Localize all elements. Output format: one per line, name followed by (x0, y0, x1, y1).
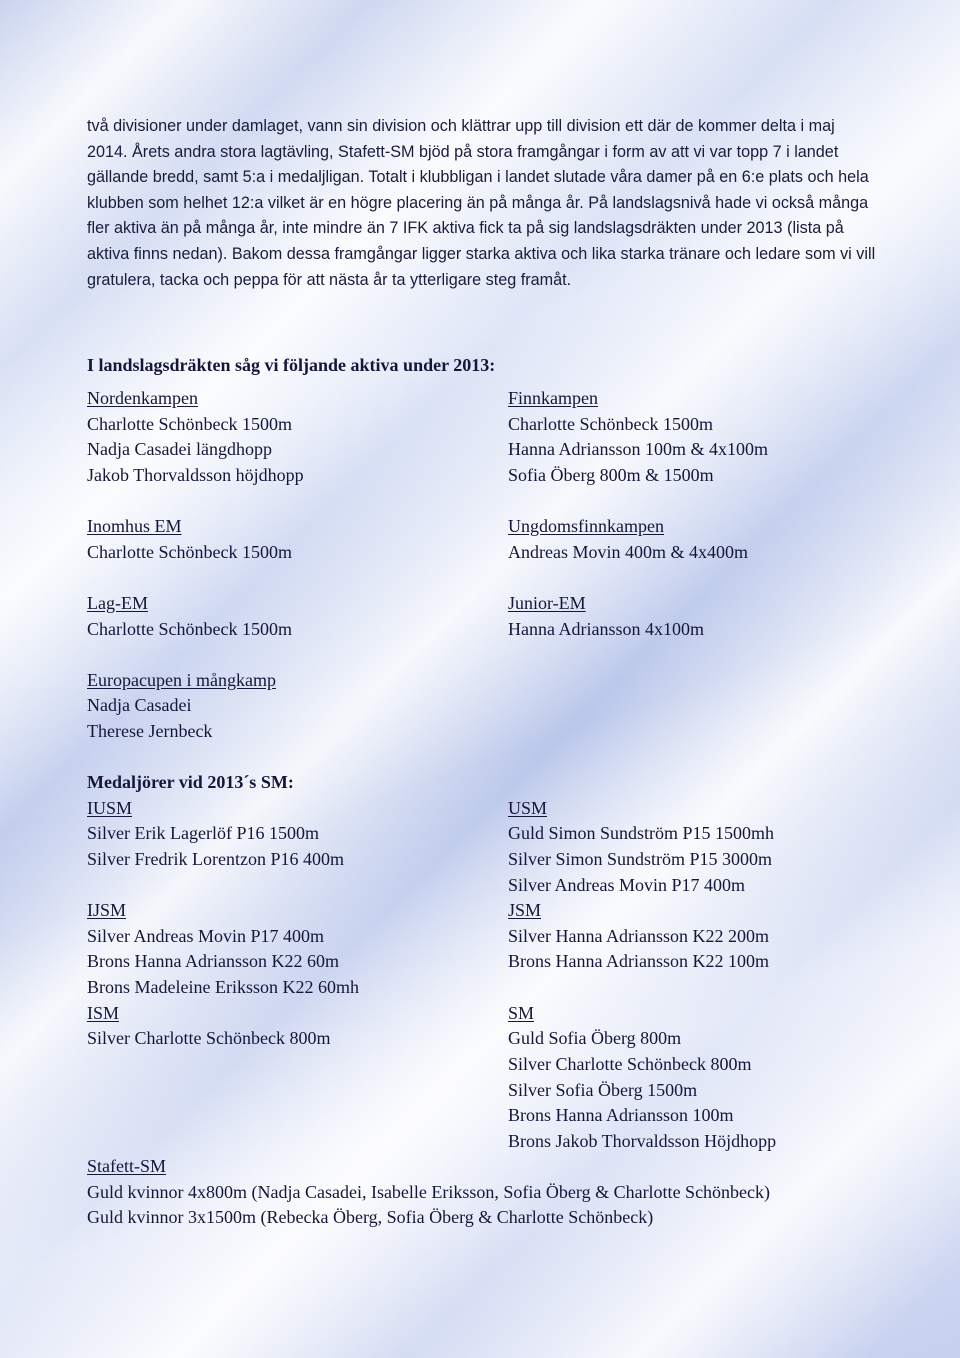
ijsm-title: IJSM (87, 900, 127, 920)
sm-item: Guld Sofia Öberg 800m (508, 1028, 682, 1048)
sm-item: Silver Sofia Öberg 1500m (508, 1080, 698, 1100)
iusm-item: Silver Erik Lagerlöf P16 1500m (87, 823, 319, 843)
europacupen-title: Europacupen i mångkamp (87, 670, 276, 690)
finnkampen-item: Charlotte Schönbeck 1500m (508, 414, 713, 434)
ungdomsfinnkampen-item: Andreas Movin 400m & 4x400m (508, 542, 748, 562)
sm-item: Brons Jakob Thorvaldsson Höjdhopp (508, 1131, 777, 1151)
nordenkampen-item: Charlotte Schönbeck 1500m (87, 414, 292, 434)
lag-em-item: Charlotte Schönbeck 1500m (87, 619, 292, 639)
intro-paragraph: två divisioner under damlaget, vann sin division och klättrar upp till division ett där de kommer delta i maj 2014. Årets andra stora lagtävling, Stafett-SM bjöd på stora framgångar i form av att vi var topp 7 i landet gällande bredd, samt 5:a i medaljligan. Totalt i klubbligan i landet slutade våra damer på en 6:e plats och hela klubben som helhet 12:a vilket är en högre placering än på många år. På landslagsnivå hade vi också många fler aktiva än på många år, inte mindre än 7 IFK aktiva fick ta på sig landslagsdräkten under 2013 (lista på aktiva finns nedan). Bakom dessa framgångar ligger starka aktiva och lika starka tränare och ledare som vi vill gratulera, tacka och peppa för att nästa år ta ytterligare steg framåt. (87, 117, 876, 289)
sm-title: SM (508, 1003, 535, 1023)
ism-title: ISM (87, 1003, 120, 1023)
europacupen-item: Therese Jernbeck (87, 721, 213, 741)
stafett-sm-title: Stafett-SM (87, 1156, 166, 1176)
nordenkampen-item: Nadja Casadei längdhopp (87, 439, 272, 459)
finnkampen-item: Sofia Öberg 800m & 1500m (508, 465, 714, 485)
junior-em-item: Hanna Adriansson 4x100m (508, 619, 704, 639)
europacupen-item: Nadja Casadei (87, 695, 192, 715)
ism-item: Silver Charlotte Schönbeck 800m (87, 1028, 331, 1048)
landslag-heading: I landslagsdräkten såg vi följande aktiva under 2013: (87, 355, 496, 375)
usm-item: Silver Andreas Movin P17 400m (508, 875, 745, 895)
inomhus-em-title: Inomhus EM (87, 516, 182, 536)
ungdomsfinnkampen-title: Ungdomsfinnkampen (508, 516, 664, 536)
medaljorer-heading: Medaljörer vid 2013´s SM: (87, 772, 294, 792)
ijsm-item: Brons Madeleine Eriksson K22 60mh (87, 977, 359, 997)
iusm-item: Silver Fredrik Lorentzon P16 400m (87, 849, 344, 869)
jsm-title: JSM (508, 900, 542, 920)
junior-em-title: Junior-EM (508, 593, 586, 613)
sm-item: Brons Hanna Adriansson 100m (508, 1105, 734, 1125)
usm-title: USM (508, 798, 548, 818)
nordenkampen-title: Nordenkampen (87, 388, 198, 408)
ijsm-item: Brons Hanna Adriansson K22 60m (87, 951, 339, 971)
usm-item: Guld Simon Sundström P15 1500mh (508, 823, 775, 843)
stafett-sm-item: Guld kvinnor 4x800m (Nadja Casadei, Isabelle Eriksson, Sofia Öberg & Charlotte Schönbeck) (87, 1182, 771, 1202)
jsm-item: Silver Hanna Adriansson K22 200m (508, 926, 769, 946)
stafett-sm-item: Guld kvinnor 3x1500m (Rebecka Öberg, Sofia Öberg & Charlotte Schönbeck) (87, 1207, 654, 1227)
lag-em-title: Lag-EM (87, 593, 148, 613)
finnkampen-title: Finnkampen (508, 388, 598, 408)
finnkampen-item: Hanna Adriansson 100m & 4x100m (508, 439, 768, 459)
inomhus-em-item: Charlotte Schönbeck 1500m (87, 542, 292, 562)
ijsm-item: Silver Andreas Movin P17 400m (87, 926, 324, 946)
iusm-title: IUSM (87, 798, 133, 818)
sm-item: Silver Charlotte Schönbeck 800m (508, 1054, 752, 1074)
jsm-item: Brons Hanna Adriansson K22 100m (508, 951, 769, 971)
nordenkampen-item: Jakob Thorvaldsson höjdhopp (87, 465, 304, 485)
usm-item: Silver Simon Sundström P15 3000m (508, 849, 773, 869)
